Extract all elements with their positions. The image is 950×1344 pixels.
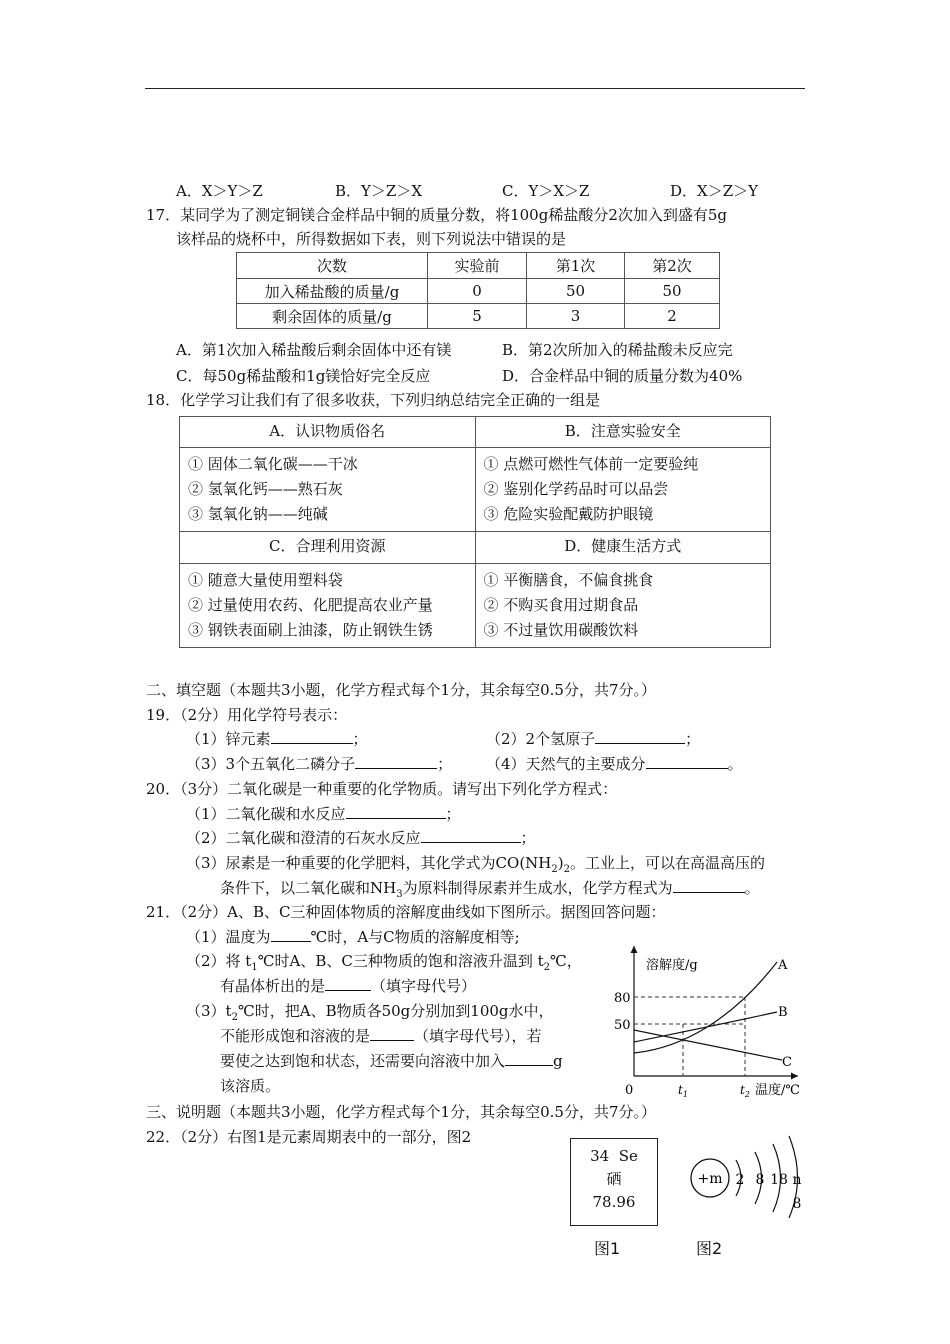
shell-count: n (792, 1172, 802, 1188)
x-tick-label: $t_1$ (678, 1083, 688, 1099)
q21-part3-line4: 该溶质。 (220, 1077, 281, 1095)
table-row (237, 304, 720, 329)
q19-part3: （3）3个五氧化二磷分子 ； (186, 755, 453, 773)
shell-count: 2 (735, 1172, 745, 1188)
q17-stem-line1: 17．某同学为了测定铜镁合金样品中铜的质量分数，将100g稀盐酸分2次加入到盛有5g (146, 206, 728, 224)
q21-part1: （1）温度为 ℃时，A与C物质的溶解度相等; (186, 928, 520, 946)
q21-part3-line3: 要使之达到饱和状态，还需要向溶液中加入 g (220, 1052, 563, 1070)
list-item: ② 不购买食用过期食品 (483, 596, 639, 614)
answer-blank[interactable] (421, 828, 521, 843)
q17-option-b: B．第2次所加入的稀盐酸未反应完 (502, 341, 733, 359)
answer-blank[interactable] (505, 1051, 553, 1066)
curve-c (634, 1030, 782, 1060)
answer-blank[interactable] (355, 754, 437, 769)
list-item: ③ 不过量饮用碳酸饮料 (483, 621, 639, 639)
q19-part1: （1）锌元素 ； (186, 730, 368, 748)
q18-cell-b-title: B．注意实验安全 (475, 417, 771, 448)
q18-cell-d-title: D．健康生活方式 (475, 532, 771, 564)
q17-option-d: D．合金样品中铜的质量分数为40% (502, 367, 743, 385)
q18-summary-table (179, 416, 771, 648)
nucleus-charge: +m (697, 1171, 723, 1187)
answer-blank[interactable] (370, 1026, 414, 1041)
section3-heading: 三、说明题（本题共3小题，化学方程式每个1分，其余每空0.5分，共7分。） (146, 1103, 656, 1121)
q16-option-b: B．Y＞Z＞X (335, 182, 423, 200)
q17-option-a: A．第1次加入稀盐酸后剩余固体中还有镁 (176, 341, 452, 359)
q19-part2: （2）2个氢原子 ； (486, 730, 701, 748)
q18-cell-b-items (475, 448, 771, 532)
table-cell: 剩余固体的质量/g (237, 304, 428, 329)
x-tick-label: 0 (625, 1083, 634, 1098)
shell-count: 8 (755, 1172, 765, 1188)
table-cell: 加入稀盐酸的质量/g (237, 279, 428, 304)
header-rule (145, 88, 805, 89)
q17-option-c: C．每50g稀盐酸和1g镁恰好完全反应 (176, 367, 431, 385)
q18-cell-a-title: A．认识物质俗名 (180, 417, 476, 448)
y-tick-label: 80 (614, 991, 631, 1006)
curve-b (634, 1012, 777, 1042)
q16-option-d: D．X＞Z＞Y (670, 182, 759, 200)
list-item: ③ 钢铁表面刷上油漆，防止钢铁生锈 (188, 621, 433, 639)
answer-blank[interactable] (346, 804, 446, 819)
y-axis-label: 溶解度/g (646, 958, 698, 973)
table-cell: 0 (428, 279, 527, 304)
q20-part3-line2: 条件下，以二氧化碳和$NH_3$为原料制得尿素并生成水，化学方程式为 。 (220, 879, 760, 900)
element-number-symbol: 34 Se (590, 1147, 638, 1165)
q16-option-c: C．Y＞X＞Z (502, 182, 590, 200)
list-item: ① 固体二氧化碳——干冰 (188, 455, 358, 473)
shell-count: 18 (770, 1172, 788, 1188)
q20-part2: （2）二氧化碳和澄清的石灰水反应 ； (186, 829, 536, 847)
series-label-b: B (778, 1005, 788, 1020)
q18-cell-a-items (180, 448, 476, 532)
solubility-chart (612, 940, 810, 1102)
figure-1-caption: 图1 (594, 1239, 621, 1258)
element-box-se (570, 1138, 658, 1226)
table-row (237, 279, 720, 304)
q18-cell-d-items (475, 564, 771, 648)
y-tick-label: 50 (614, 1018, 631, 1033)
figure-2-caption: 图2 (696, 1239, 723, 1258)
q19-stem: 19．（2分）用化学符号表示： (146, 706, 348, 724)
q16-option-a: A．X＞Y＞Z (176, 182, 263, 200)
table-header: 次数 (237, 253, 428, 279)
q21-stem: 21．（2分）A、B、C三种固体物质的溶解度曲线如下图所示。据图回答问题： (146, 903, 666, 921)
table-header: 第1次 (527, 253, 625, 279)
q22-stem: 22．（2分）右图1是元素周期表中的一部分，图2 (146, 1128, 472, 1146)
answer-blank[interactable] (271, 729, 353, 744)
q18-stem: 18．化学学习让我们有了很多收获，下列归纳总结完全正确的一组是 (146, 391, 601, 409)
q20-part3-line1: （3）尿素是一种重要的化学肥料，其化学式为$CO(NH_2)_2$。工业上，可以在高温高压的 (186, 854, 766, 875)
table-cell: 3 (527, 304, 625, 329)
element-mass: 78.96 (592, 1193, 636, 1211)
q18-cell-c-items (180, 564, 476, 648)
list-item: ① 点燃可燃性气体前一定要验纯 (483, 455, 699, 473)
list-item: ③ 危险实验配戴防护眼镜 (483, 505, 654, 523)
q17-data-table (236, 252, 720, 329)
q21-part3-line1: $(3)t_2℃$时，把A、B物质各50g分别加到100g水中， (186, 1002, 554, 1023)
q21-part2-line1: （2）将 $t_1℃$时A、B、C三种物质的饱和溶液升温到 $t_2℃$， (186, 952, 582, 973)
table-cell: 50 (527, 279, 625, 304)
answer-blank[interactable] (325, 976, 371, 991)
q19-part4: （4）天然气的主要成分 。 (486, 755, 743, 773)
table-header: 实验前 (428, 253, 527, 279)
list-item: ② 氢氧化钙——熟石灰 (188, 480, 343, 498)
list-item: ② 过量使用农药、化肥提高农业产量 (188, 596, 433, 614)
table-header: 第2次 (625, 253, 720, 279)
q17-stem-line2: 该样品的烧杯中，所得数据如下表，则下列说法中错误的是 (176, 230, 567, 248)
answer-blank[interactable] (673, 878, 745, 893)
answer-blank[interactable] (646, 754, 728, 769)
q21-part3-line2: 不能形成饱和溶液的是 （填字母代号），若 (220, 1027, 542, 1045)
list-item: ② 鉴别化学药品时可以品尝 (483, 480, 669, 498)
element-name: 硒 (606, 1170, 622, 1188)
answer-blank[interactable] (271, 927, 311, 942)
curve-a (634, 962, 777, 1053)
x-tick-label: $t_2$ (740, 1083, 750, 1099)
q20-part1: （1）二氧化碳和水反应 ； (186, 805, 461, 823)
table-cell: 5 (428, 304, 527, 329)
table-cell: 2 (625, 304, 720, 329)
x-axis-label: 温度/℃ (755, 1083, 800, 1098)
series-label-c: C (782, 1055, 792, 1070)
table-cell: 50 (625, 279, 720, 304)
q18-cell-c-title: C．合理利用资源 (180, 532, 476, 564)
q21-part2-line2: 有晶体析出的是 （填字母代号） (220, 977, 477, 995)
list-item: ① 平衡膳食，不偏食挑食 (483, 571, 654, 589)
section2-heading: 二、填空题（本题共3小题，化学方程式每个1分，其余每空0.5分，共7分。） (146, 681, 656, 699)
shell-extra: 8 (792, 1196, 802, 1212)
atom-structure-diagram (686, 1130, 810, 1220)
q20-stem: 20．（3分）二氧化碳是一种重要的化学物质。请写出下列化学方程式： (146, 780, 618, 798)
series-label-a: A (778, 958, 788, 973)
list-item: ① 随意大量使用塑料袋 (188, 571, 343, 589)
list-item: ③ 氢氧化钠——纯碱 (188, 505, 328, 523)
answer-blank[interactable] (595, 729, 685, 744)
